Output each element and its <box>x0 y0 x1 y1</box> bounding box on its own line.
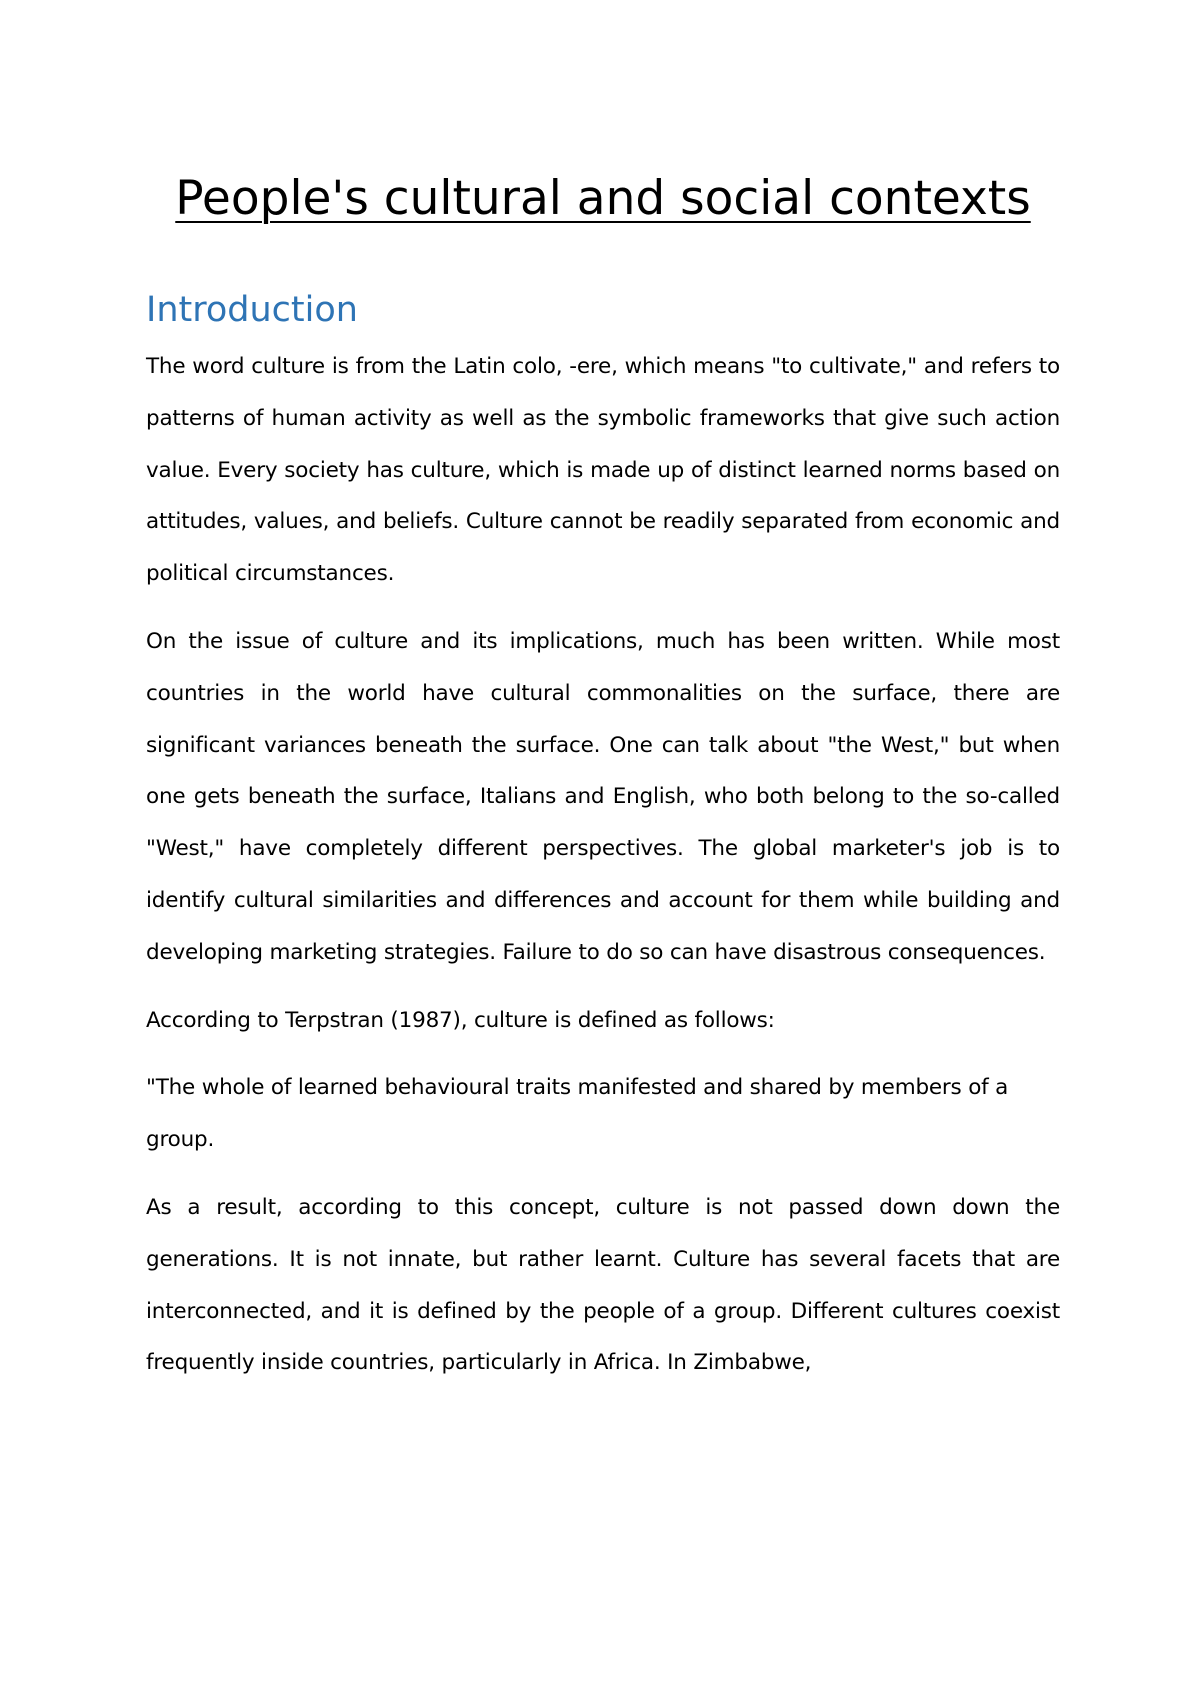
paragraph-quote: "The whole of learned behavioural traits manifested and shared by members of a group. <box>146 1075 1009 1153</box>
paragraph-terpstran-intro: According to Terpstran (1987), culture is defined as follows: <box>146 1007 775 1033</box>
document-title: People's cultural and social contexts <box>175 171 1031 226</box>
section-heading-introduction: Introduction <box>146 290 358 330</box>
paragraph-culture-implications: On the issue of culture and its implications, much has been written. While most countries in the world have cultural commonalities on the surface, there are significant variances beneath the surface. One can talk about "the West," but when one gets beneath the surface, Italians and English, who both belong to the so-called "West," have completely different perspectives. The global marketer's job is to identify cultural similarities and differences and account for them while building and developing marketing strategies. Failure to do so can have disastrous consequences. <box>146 628 1060 965</box>
paragraph-culture-definition: The word culture is from the Latin colo, -ere, which means "to cultivate," and refers to patterns of human activity as well as the symbolic frameworks that give such action value. Every society has culture, which is made up of distinct learned norms based on attitudes, values, and beliefs. Culture cannot be readily separated from economic and political circumstances. <box>146 354 1060 587</box>
paragraph-concept-result: As a result, according to this concept, culture is not passed down down the generations. It is not innate, but rather learnt. Culture has several facets that are interconnected, and it is defined by the people of a group. Different cultures coexist frequently inside countries, particularly in Africa. In Zimbabwe, <box>146 1194 1060 1376</box>
document-body <box>146 150 1060 1389</box>
